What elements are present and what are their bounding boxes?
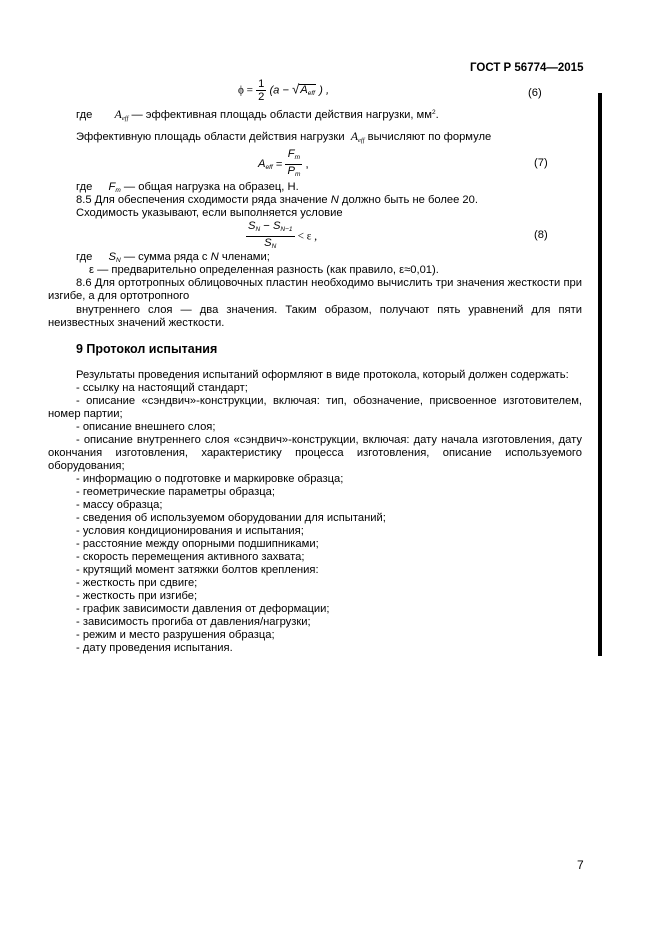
where-3-word: где (76, 251, 93, 263)
p86-line3: внутреннего слоя — два значения. Таким образом, получают пять уравнений для пяти (76, 304, 582, 316)
formula-6-denominator: 2 (258, 91, 265, 103)
where-2 (76, 181, 299, 194)
list-item: - режим и место разрушения образца; (76, 629, 275, 641)
list-item: - крутящий момент затяжки болтов крепления: (76, 564, 319, 576)
list-item: - описание внешнего слоя; (76, 421, 216, 433)
formula-6-sqrt-symbol: A (300, 84, 308, 97)
list-item: - сведения об используемом оборудовании для испытаний; (76, 512, 386, 524)
formula-6-close: ) , (319, 84, 330, 97)
formula-6-sqrt-term (299, 84, 316, 99)
standard-header: ГОСТ Р 56774—2015 (470, 62, 584, 74)
where-2-text: — общая нагрузка на образец, Н. (123, 181, 299, 193)
formula-7-number: (7) (534, 157, 548, 169)
list-item: - зависимость прогиба от давления/нагрузки; (76, 616, 311, 628)
formula-8-denominator: $S_N$ (264, 237, 277, 250)
list-item: - жесткость при сдвиге; (76, 577, 198, 589)
eff-area-text-after: вычисляют по формуле (367, 131, 492, 143)
formula-7-fraction (285, 148, 302, 181)
list-item: номер партии; (48, 408, 123, 420)
formula-7-lhs: $A_{eff}$ (258, 158, 273, 172)
where-1-symbol: $A_{eff}$ (114, 107, 129, 122)
list-item: - скорость перемещения активного захвата; (76, 551, 305, 563)
p86-line1: 8.6 Для ортотропных облицовочных пластин необходимо вычислить три значения жесткости при (76, 277, 582, 289)
formula-6-number: (6) (528, 87, 542, 99)
list-item: оборудования; (48, 460, 125, 472)
formula-7-denominator: $P_m$ (287, 165, 301, 178)
where-1 (76, 107, 439, 122)
formula-6-sqrt-sub: eff (307, 90, 315, 98)
p85-line2: Сходимость указывают, если выполняется условие (76, 207, 343, 219)
list-item: - описание «сэндвич»-конструкции, включая: тип, обозначение, присвоенное изготовителем, (76, 395, 582, 407)
where-1-text: — эффективная площадь области действия нагрузки, $мм^2$. (131, 109, 439, 121)
formula-8-numerator: $S_N - S_{N-1}$ (246, 220, 295, 237)
where-2-symbol: $F_m$ (108, 181, 121, 194)
where-2-word: где (76, 181, 93, 193)
list-item: - график зависимости давления от деформации; (76, 603, 330, 615)
formula-7-eq: = (275, 158, 283, 171)
p86-line2: изгибе, а для ортотропного (48, 290, 190, 302)
page-number: 7 (577, 858, 584, 872)
formula-6-fraction (256, 78, 266, 103)
formula-6 (238, 78, 329, 103)
sqrt-icon: √ (292, 81, 300, 97)
list-item: - информацию о подготовке и маркировке образца; (76, 473, 344, 485)
list-item: - дату проведения испытания. (76, 642, 233, 654)
formula-8-fraction (246, 220, 295, 253)
formula-7-tail: , (305, 158, 309, 171)
eff-area-symbol: $A_{eff}$ (350, 129, 365, 144)
formula-6-open: (a − (269, 84, 290, 97)
list-item: - описание внутреннего слоя «сэндвич»-конструкции, включая: дату начала изготовления, дату (76, 434, 582, 446)
formula-8 (246, 220, 317, 253)
p86-line4: неизвестных значений жесткости. (48, 317, 225, 329)
formula-7-numerator: $F_m$ (285, 148, 302, 165)
section-9-title: 9 Протокол испытания (76, 342, 218, 356)
where-3: где $S_N$ — сумма ряда с N членами; (76, 251, 270, 264)
where-3-line2: ε — предварительно определенная разность (как правило, ε≈0,01). (89, 264, 439, 276)
eff-area-text-before: Эффективную площадь области действия нагрузки (76, 131, 345, 143)
list-item: - массу образца; (76, 499, 163, 511)
formula-8-tail: < ε , (297, 230, 318, 243)
margin-change-bar (598, 93, 602, 656)
formula-6-numerator: 1 (258, 78, 265, 90)
formula-6-lhs: ϕ = (238, 84, 253, 97)
formula-7 (258, 148, 309, 181)
formula-8-number: (8) (534, 229, 548, 241)
list-item: - ссылку на настоящий стандарт; (76, 382, 248, 394)
list-item: - расстояние между опорными подшипниками; (76, 538, 319, 550)
list-item: - жесткость при изгибе; (76, 590, 198, 602)
list-item: окончания изготовления, характеристику процесса изготовления, описание используемого (48, 447, 582, 459)
list-item: - геометрические параметры образца; (76, 486, 275, 498)
p85-line1: 8.5 Для обеспечения сходимости ряда значение N должно быть не более 20. (76, 194, 478, 206)
where-3-symbol: $S_N$ (108, 251, 121, 264)
section-9-intro: Результаты проведения испытаний оформляют в виде протокола, который должен содержать: (76, 369, 569, 381)
eff-area-line (76, 129, 491, 144)
list-item: - условия кондиционирования и испытания; (76, 525, 304, 537)
where-1-word: где (76, 109, 93, 121)
